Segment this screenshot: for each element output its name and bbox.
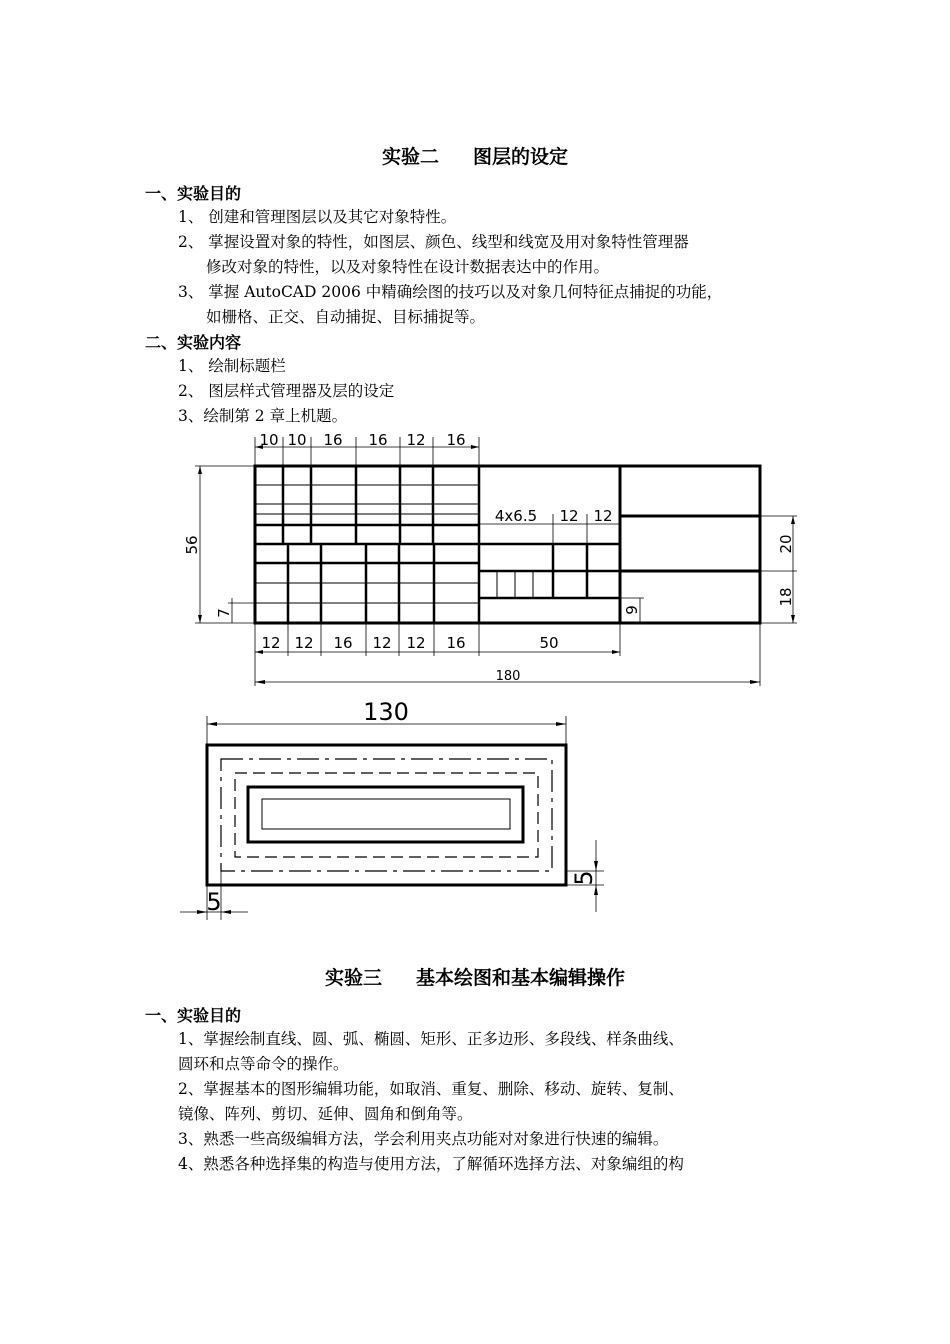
section3-purpose-line-3: 2、掌握基本的图形编辑功能，如取消、重复、删除、移动、旋转、复制、 [178,1080,684,1098]
dim-top-3: 16 [323,431,343,449]
dim-top-6: 16 [446,431,466,449]
dim-right-1: 20 [777,534,795,554]
section3-purpose-line-6: 4、熟悉各种选择集的构造与使用方法，了解循环选择方法、对象编组的构 [178,1155,684,1173]
section2-purpose-line-3: 修改对象的特性，以及对象特性在设计数据表达中的作用。 [206,258,610,276]
dim-width-130: 130 [363,698,409,726]
section2-content-line-3: 3、绘制第 2 章上机题。 [178,407,348,425]
dim-top-4: 16 [368,431,388,449]
section2-heading-content: 二、实验内容 [145,333,242,352]
dim-inner-row: 9 [623,605,641,615]
dim-left-row: 7 [215,608,233,618]
section3-purpose-line-1: 1、掌握绘制直线、圆、弧、椭圆、矩形、正多边形、多段线、样条曲线、 [178,1030,684,1048]
section2-title-name: 图层的设定 [473,146,569,168]
section3-purpose-line-2: 圆环和点等命令的操作。 [178,1055,349,1073]
dim-bottom-4: 12 [372,634,392,652]
dim-left-height: 56 [183,535,201,555]
dim-left-offset: 5 [206,888,222,916]
section3-title-name: 基本绘图和基本编辑操作 [416,967,626,989]
dim-mid-2: 12 [559,507,579,525]
section2-purpose-line-2: 2、 掌握设置对象的特性，如图层、颜色、线型和线宽及用对象特性管理器 [178,233,689,251]
dim-bottom-2: 12 [294,634,314,652]
section2-purpose-line-4: 3、 掌握 AutoCAD 2006 中精确绘图的技巧以及对象几何特征点捕捉的功能， [178,283,723,301]
dim-bottom-7: 50 [539,634,559,652]
section3-heading-purpose: 一、实验目的 [145,1006,242,1025]
dim-top-1: 10 [259,431,279,449]
dim-bottom-3: 16 [333,634,353,652]
section2-purpose-line-5: 如栅格、正交、自动捕捉、目标捕捉等。 [206,308,486,326]
section2-purpose-line-1: 1、 创建和管理图层以及其它对象特性。 [178,208,457,226]
section2-content-line-1: 1、 绘制标题栏 [178,357,286,375]
section2-heading-purpose: 一、实验目的 [145,184,242,203]
dim-top-5: 12 [406,431,426,449]
dim-mid-1: 4x6.5 [494,507,538,525]
dim-right-2: 18 [777,587,795,607]
dim-mid-3: 12 [593,507,613,525]
dim-bottom-6: 16 [446,634,466,652]
dim-bottom-offset: 5 [570,870,598,886]
dim-top-2: 10 [287,431,307,449]
dim-overall-width: 180 [495,669,521,684]
section3-title-prefix: 实验三 [324,967,382,989]
dim-bottom-5: 12 [406,634,426,652]
section2-title-prefix: 实验二 [381,146,439,168]
section3-purpose-line-5: 3、熟悉一些高级编辑方法，学会利用夹点功能对对象进行快速的编辑。 [178,1130,669,1148]
section3-title [0,963,950,990]
section2-content-line-2: 2、 图层样式管理器及层的设定 [178,382,395,400]
section3-purpose-line-4: 镜像、阵列、剪切、延伸、圆角和倒角等。 [178,1105,473,1123]
dim-bottom-1: 12 [261,634,281,652]
